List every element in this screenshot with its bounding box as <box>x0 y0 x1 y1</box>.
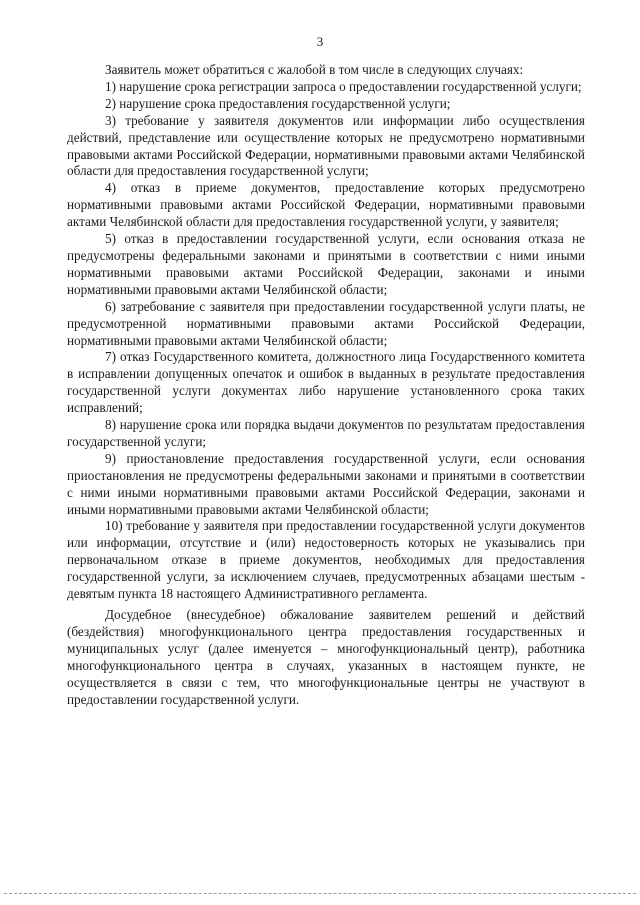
paragraph-intro: Заявитель может обратиться с жалобой в том числе в следующих случаях: <box>105 62 524 77</box>
paragraph-item-7: 7) отказ Государственного комитета, должностного лица Государственного комитета в исправлении допущенных опечаток и ошибок в выданных в результате предоставления государственной услуги документах либо нарушение установленного срока таких исправлений; <box>67 349 585 416</box>
paragraph-item-9: 9) приостановление предоставления государственной услуги, если основания приостановления не предусмотрены федеральными законами и принятыми в соответствии с ними иными нормативными правовыми актами Российской Федерации, законами и иными нормативными правовыми актами Челябинской области; <box>67 450 585 517</box>
paragraph-item-8: 8) нарушение срока или порядка выдачи документов по результатам предоставления государственной услуги; <box>67 417 585 449</box>
footer-rule <box>4 893 636 894</box>
paragraph-mfc-appeal: Досудебное (внесудебное) обжалование заявителем решений и действий (бездействия) многофункционального центра предоставления государственных и муниципальных услуг (далее именуется – многофункциональный центр), работника многофункционального центра в случаях, указанных в настоящем пункте, не осуществляется в связи с тем, что многофункциональные центры не участвуют в предоставлении государственной услуги. <box>67 607 585 707</box>
paragraph-item-6: 6) затребование с заявителя при предоставлении государственной услуги платы, не предусмотренной нормативными правовыми актами Российской Федерации, нормативными правовыми актами Челябинской области; <box>67 298 585 348</box>
page-number: 3 <box>316 34 324 49</box>
paragraph-item-1: 1) нарушение срока регистрации запроса о предоставлении государственной услуги; <box>105 78 582 94</box>
paragraph-item-3: 3) требование у заявителя документов или информации либо осуществления действий, представление или осуществление которых не предусмотрено нормативными правовыми актами Российской Федерации, нормативными правовыми актами Челябинской области для предоставления государственной услуги; <box>67 112 585 179</box>
document-body <box>67 62 585 708</box>
paragraph-item-2: 2) нарушение срока предоставления государственной услуги; <box>105 95 451 111</box>
paragraph-item-10: 10) требование у заявителя при предоставлении государственной услуги документов или информации, отсутствие и (или) недостоверность которых не указывались при первоначальном отказе в приеме документов, необходимых для предоставления государственной услуги, за исключением случаев, предусмотренных абзацами шестым - девятым пункта 18 настоящего Административного регламента. <box>67 518 585 602</box>
paragraph-item-4: 4) отказ в приеме документов, предоставление которых предусмотрено нормативными правовыми актами Российской Федерации, нормативными правовыми актами Челябинской области для предоставления государственной услуги, у заявителя; <box>67 180 585 230</box>
paragraph-item-5: 5) отказ в предоставлении государственной услуги, если основания отказа не предусмотрены федеральными законами и принятыми в соответствии с ними иными нормативными правовыми актами Российской Федерации, законами и иными нормативными правовыми актами Челябинской области; <box>67 231 585 297</box>
